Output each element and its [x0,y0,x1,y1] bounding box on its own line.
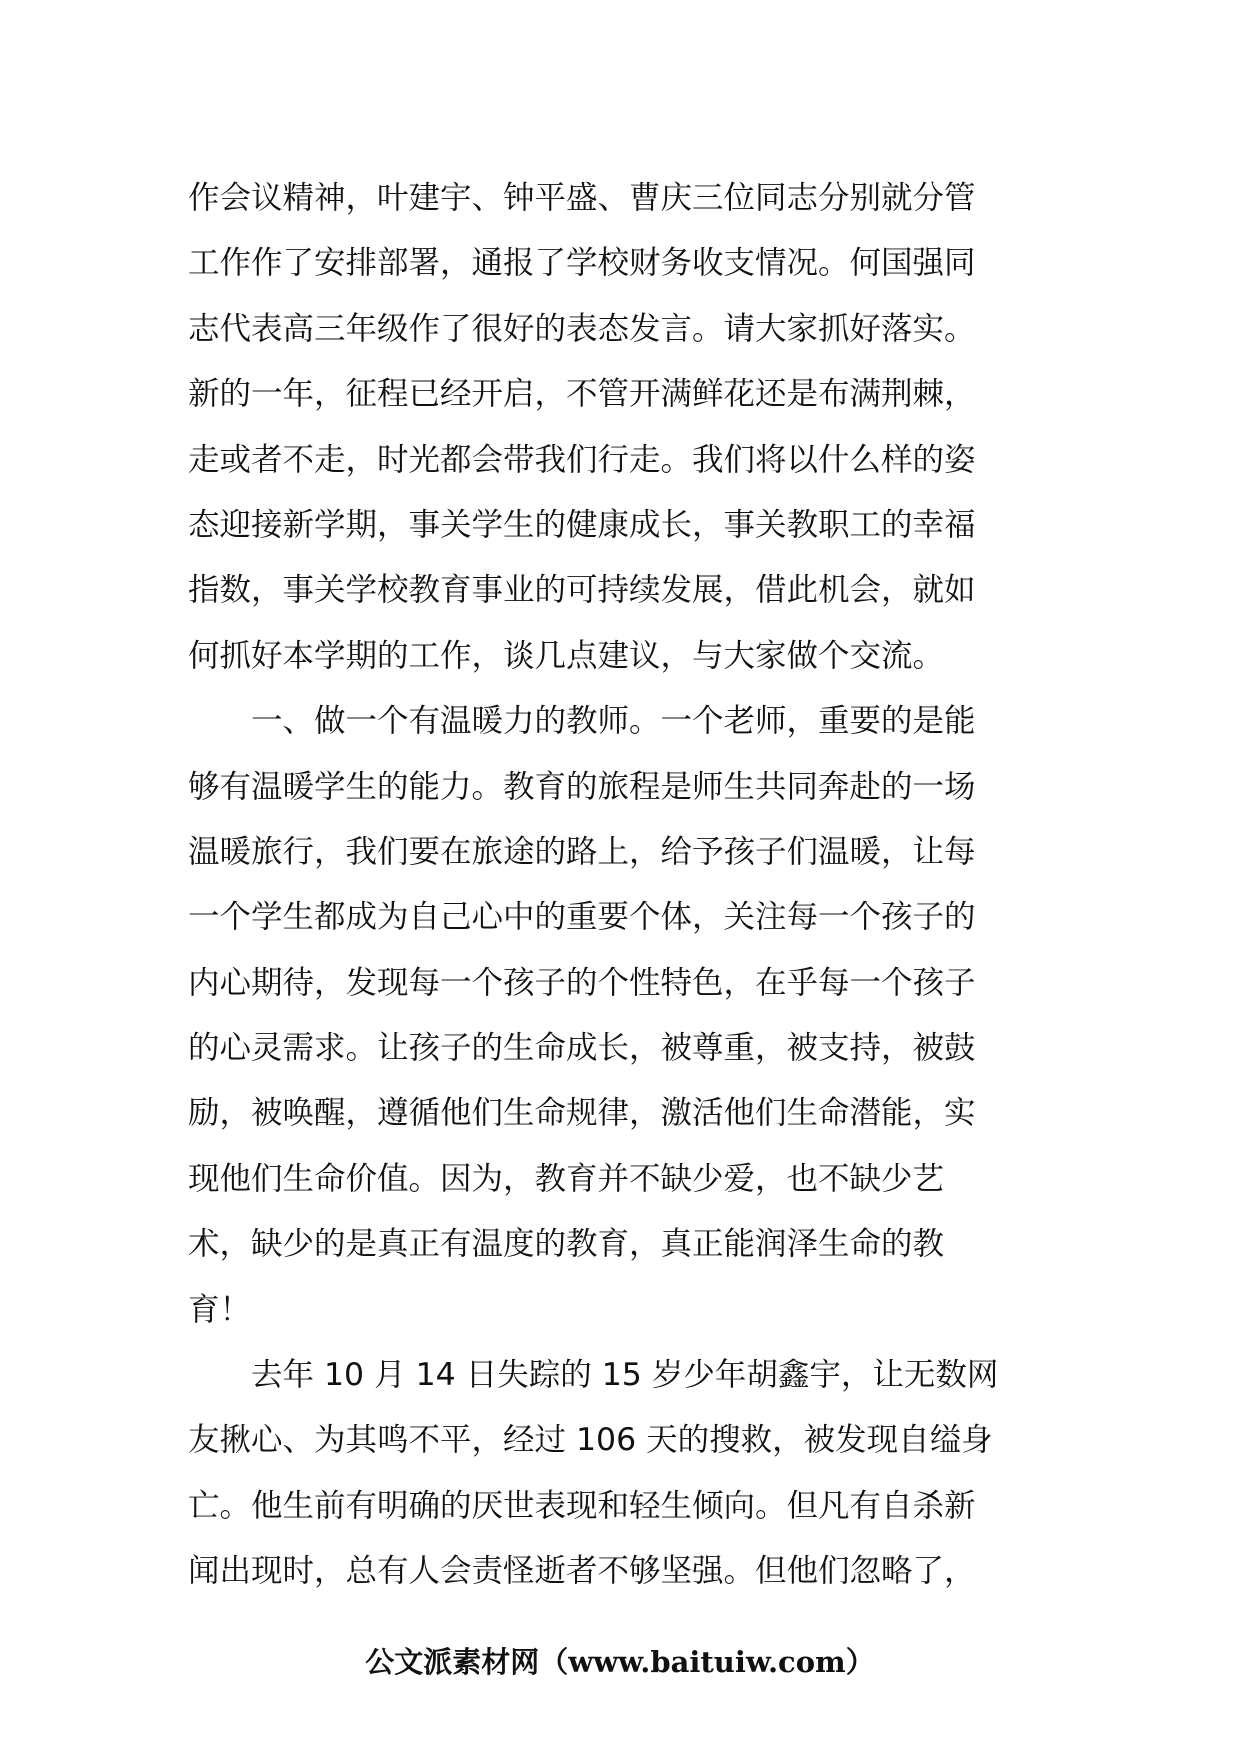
text-line: 志代表高三年级作了很好的表态发言。请大家抓好落实。 [188,310,976,347]
text-line: 亡。他生前有明确的厌世表现和轻生倾向。但凡有自杀新 [188,1487,976,1524]
text-line: 指数，事关学校教育事业的可持续发展，借此机会，就如 [188,572,976,609]
text-line: 何抓好本学期的工作，谈几点建议，与大家做个交流。 [188,637,945,674]
text-line: 励，被唤醒，遵循他们生命规律，激活他们生命潜能，实 [188,1095,976,1132]
text-line: 一个学生都成为自己心中的重要个体，关注每一个孩子的 [188,899,976,936]
text-line: 态迎接新学期，事关学生的健康成长，事关教职工的幸福 [188,506,976,543]
text-line: 够有温暖学生的能力。教育的旅程是师生共同奔赴的一场 [188,768,976,805]
text-line: 友揪心、为其鸣不平，经过 106 天的搜救，被发现自缢身 [188,1422,993,1459]
document-body [188,166,1058,1605]
text-line: 走或者不走，时光都会带我们行走。我们将以什么样的姿 [188,441,976,478]
text-line: 温暖旅行，我们要在旅途的路上，给予孩子们温暖，让每 [188,833,976,870]
text-line: 一、做一个有温暖力的教师。一个老师，重要的是能 [251,703,976,740]
text-line: 去年 10 月 14 日失踪的 15 岁少年胡鑫宇，让无数网 [251,1357,999,1394]
text-line: 新的一年，征程已经开启，不管开满鲜花还是布满荆棘， [188,376,976,413]
text-line: 术，缺少的是真正有温度的教育，真正能润泽生命的教 [188,1226,945,1263]
text-line: 的心灵需求。让孩子的生命成长，被尊重，被支持，被鼓 [188,1030,976,1067]
text-line: 内心期待，发现每一个孩子的个性特色，在乎每一个孩子 [188,964,976,1001]
text-line: 作会议精神，叶建宇、钟平盛、曹庆三位同志分别就分管 [188,180,976,216]
text-line: 育！ [188,1291,252,1328]
footer-source: 公文派素材网（www.baituiw.com） [365,1645,875,1679]
text-line: 闻出现时，总有人会责怪逝者不够坚强。但他们忽略了， [188,1553,976,1590]
text-line: 现他们生命价值。因为，教育并不缺少爱，也不缺少艺 [188,1160,945,1197]
text-line: 工作作了安排部署，通报了学校财务收支情况。何国强同 [188,245,976,282]
